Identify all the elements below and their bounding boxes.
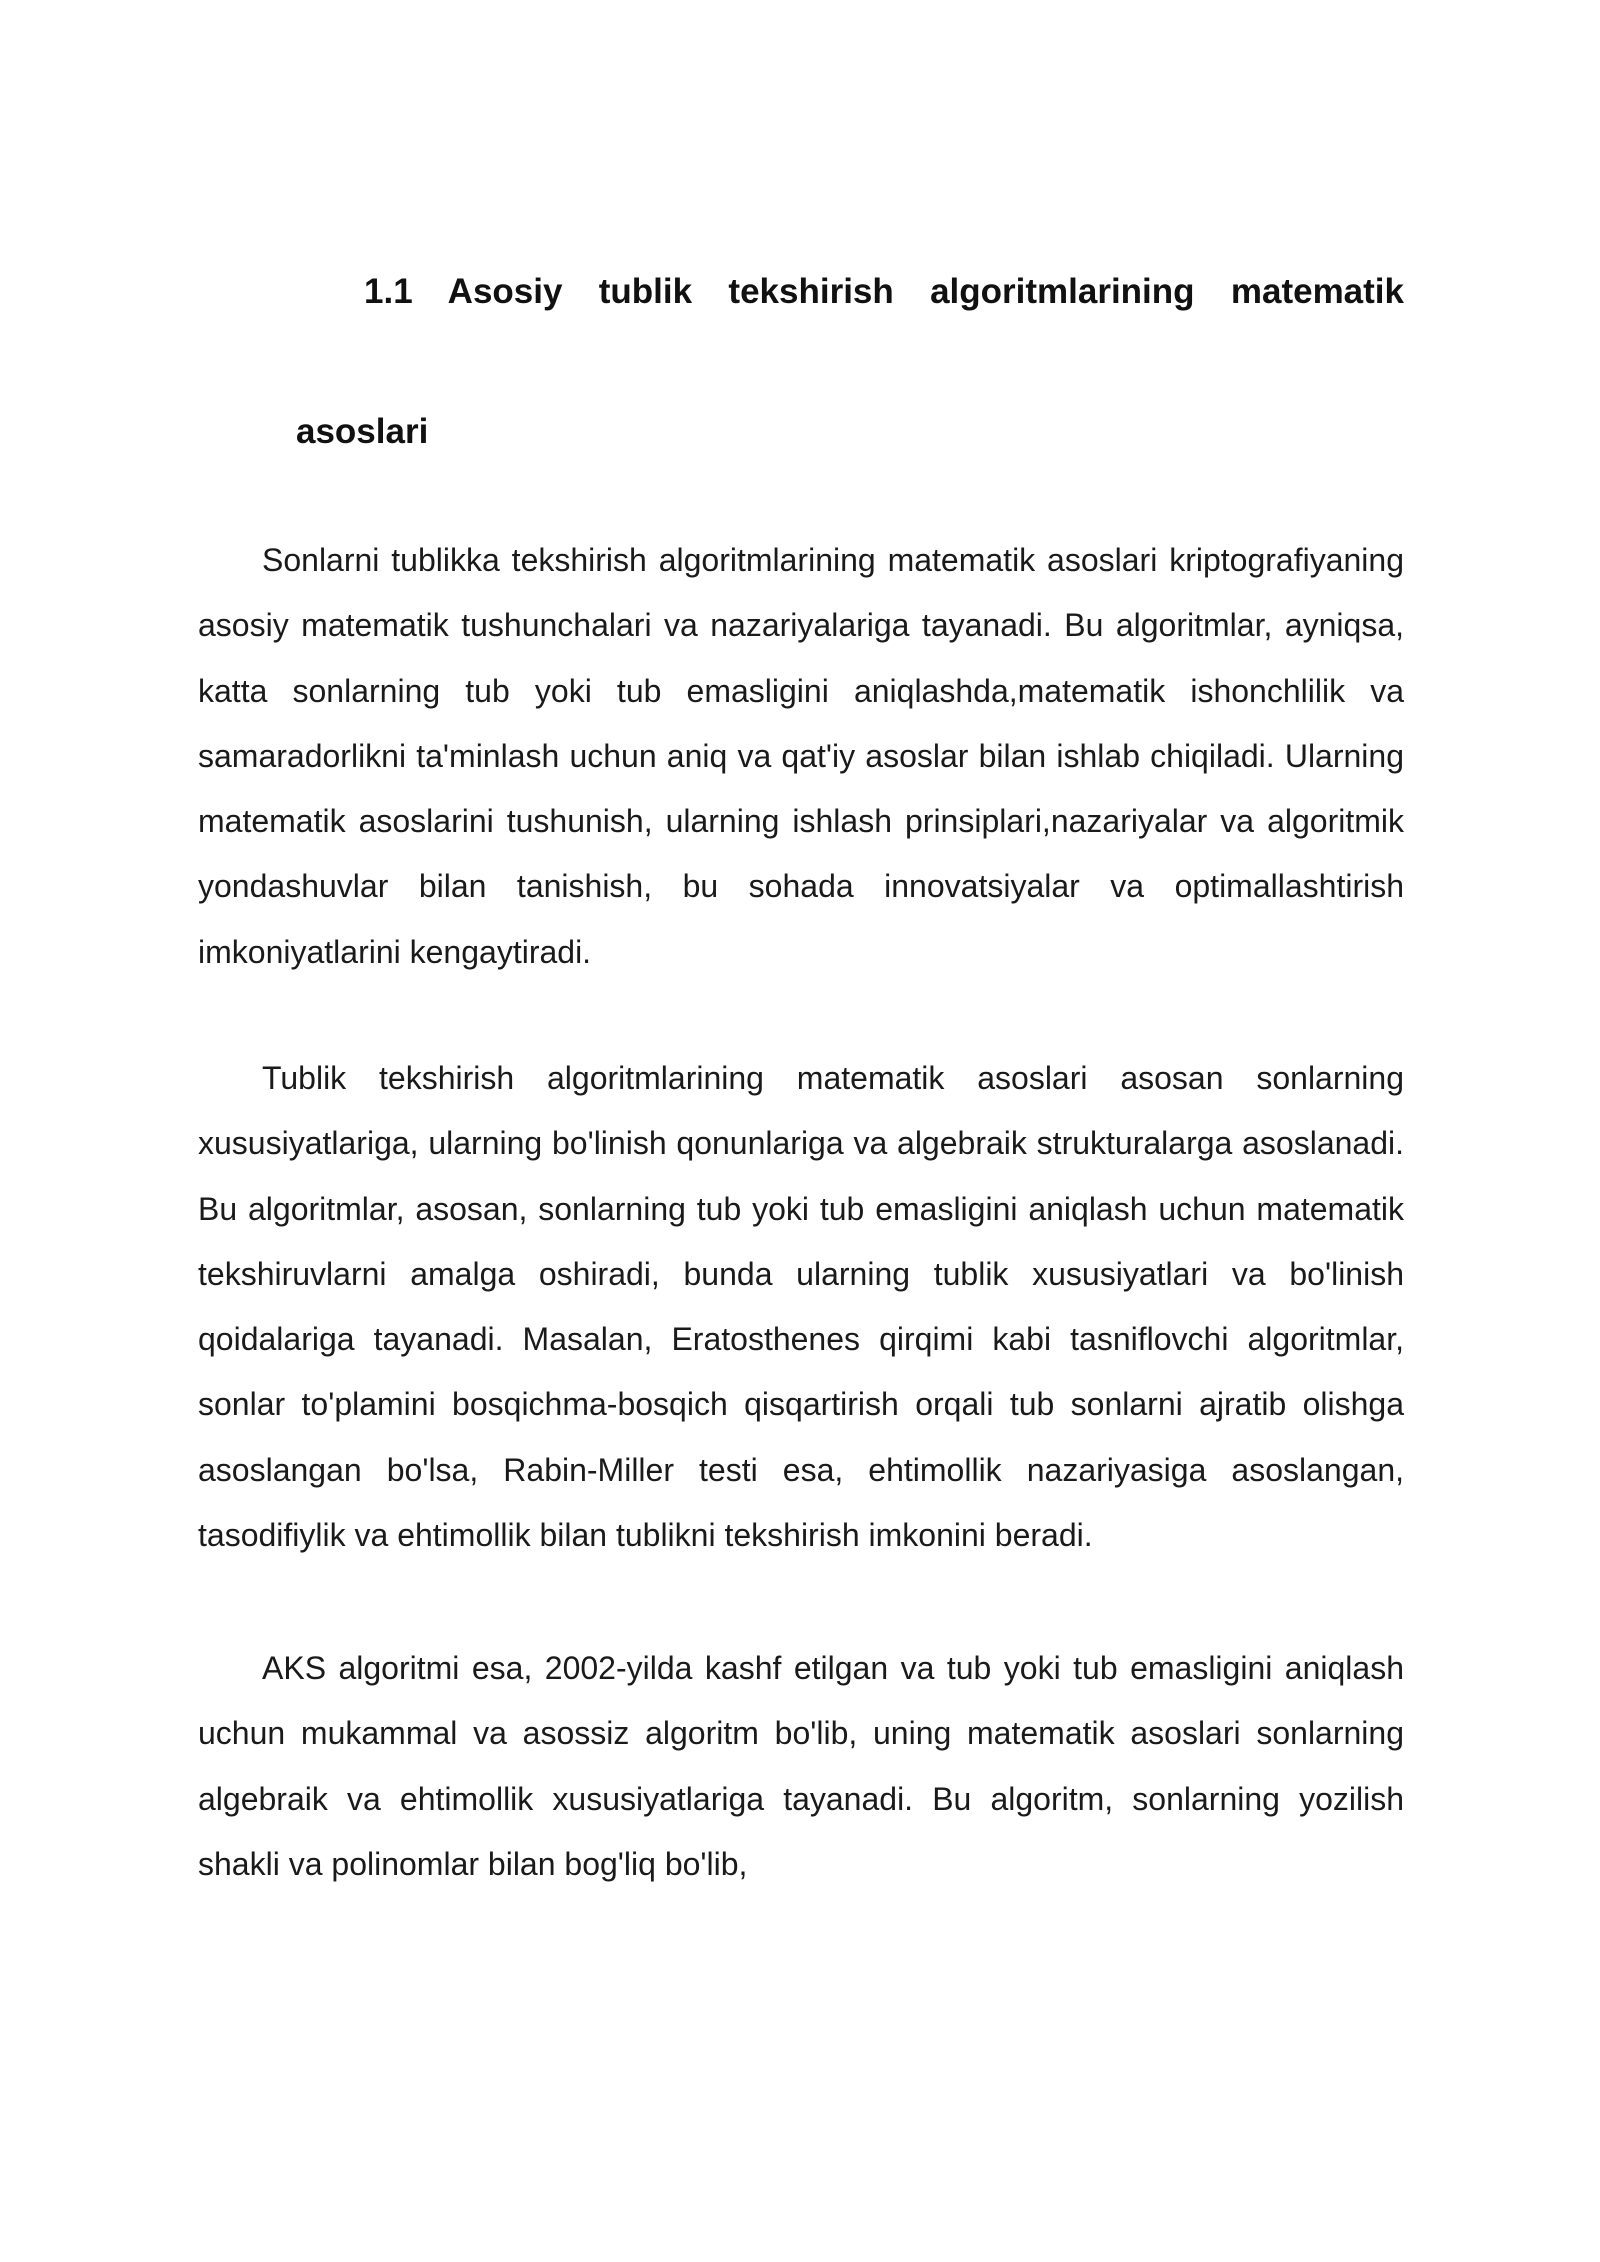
paragraph-text: Tublik tekshirish algoritmlarining matematik asoslari asosan sonlarning xususiyatlariga, ularning bo'linish qonunlariga va algebraik strukturalarga asoslanadi. Bu algoritmlar, asosan, sonlarning tub yoki tub emasligini aniqlash uchun matematik tekshiruvlarni amalga oshiradi, bunda ularning tublik xususiyatlari va bo'linish qoidalariga tayanadi. Masalan, Eratosthenes qirqimi kabi tasniflovchi algoritmlar, sonlar to'plamini bosqichma-bosqich qisqartirish orqali tub sonlarni ajratib olishga asoslangan bo'lsa, Rabin-Miller testi esa, ehtimollik nazariyasiga asoslangan, tasodifiylik va ehtimollik bilan tublikni tekshirish imkonini beradi.: [198, 1060, 1404, 1554]
paragraph-text: Sonlarni tublikka tekshirish algoritmlarining matematik asoslari kriptografiyaning asosiy matematik tushunchalari va nazariyalariga tayanadi. Bu algoritmlar, ayniqsa, katta sonlarning tub yoki tub emasligini aniqlashda,matematik ishonchlilik va samaradorlikni ta'minlash uchun aniq va qat'iy asoslar bilan ishlab chiqiladi. Ularning matematik asoslarini tushunish, ularning ishlash prinsiplari,nazariyalar va algoritmik yondashuvlar bilan tanishish, bu sohada innovatsiyalar va optimallashtirish imkoniyatlarini kengaytiradi.: [198, 542, 1404, 970]
paragraph-text: AKS algoritmi esa, 2002-yilda kashf etilgan va tub yoki tub emasligini aniqlash uchun mukammal va asossiz algoritm bo'lib, uning matematik asoslari sonlarning algebraik va ehtimollik xususiyatlariga tayanadi. Bu algoritm, sonlarning yozilish shakli va polinomlar bilan bog'liq bo'lib,: [198, 1650, 1404, 1882]
paragraph: [198, 1046, 1404, 1568]
paragraph: [198, 1636, 1404, 1897]
paragraph: [198, 528, 1404, 985]
section-heading-continuation: asoslari: [296, 412, 429, 451]
section-heading: 1.1 Asosiy tublik tekshirish algoritmlarining matematik: [364, 272, 1404, 311]
